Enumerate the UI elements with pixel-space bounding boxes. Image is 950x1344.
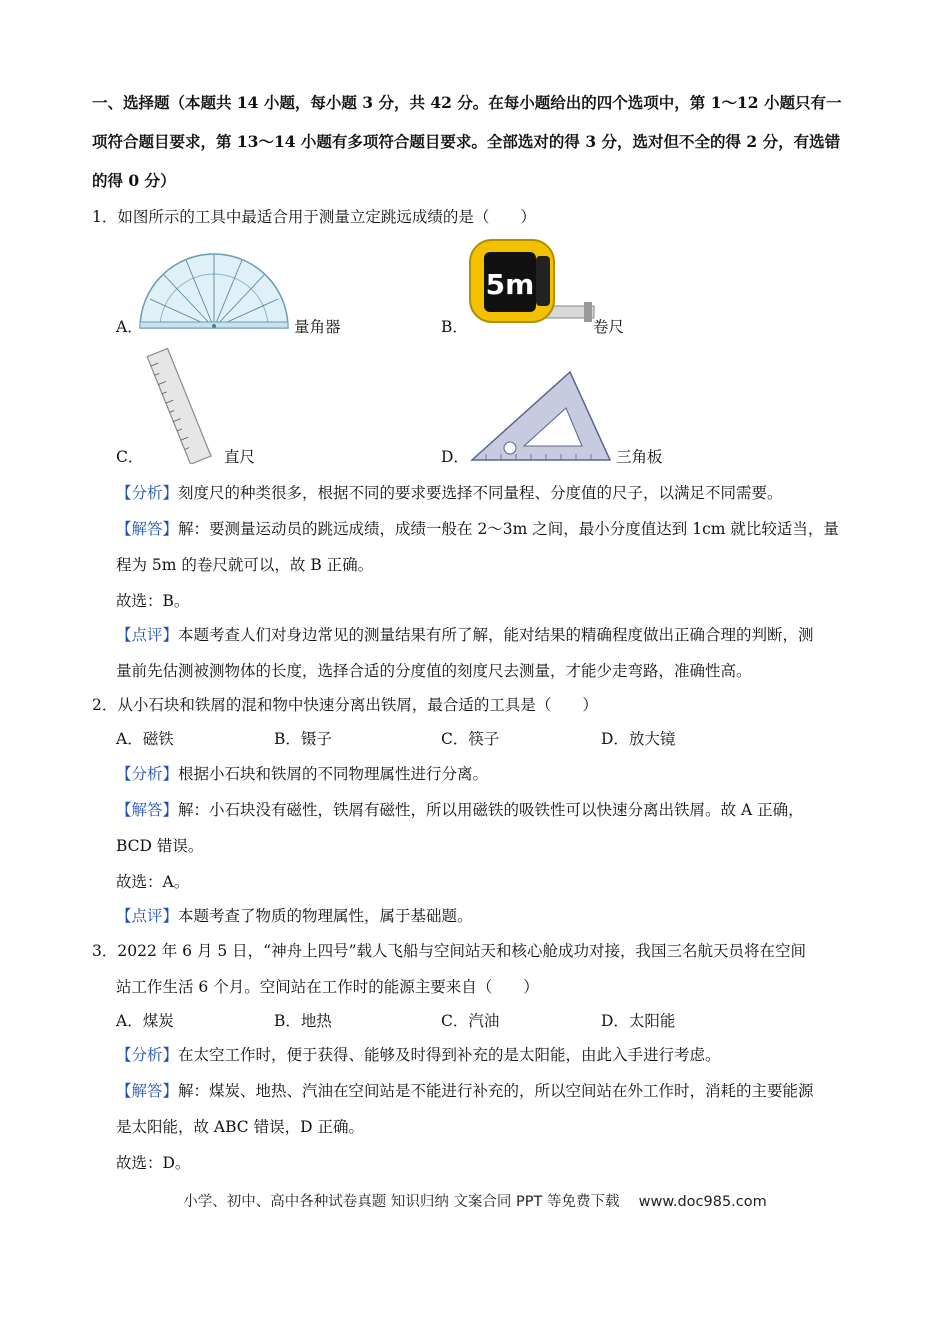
q1-analysis-tag: 【分析】 [116,484,179,502]
q3-option-b: B．地热 [274,1012,332,1030]
q2-option-a: A．磁铁 [116,730,174,748]
q3-analysis [116,1044,721,1066]
q1-option-d-letter: D． [441,448,469,466]
q1-answer-tag: 【解答】 [116,520,179,538]
question-3-stem-2: 站工作生活 6 个月。空间站在工作时的能源主要来自（ ） [116,978,539,996]
q1-option-b-letter: B． [441,318,468,336]
q3-answer-text-2: 是太阳能，故 ABC 错误，D 正确。 [116,1118,364,1136]
q1-option-c-label: 直尺 [224,448,256,466]
q1-option-d-label: 三角板 [616,448,663,466]
q1-answer-text-2: 程为 5m 的卷尺就可以，故 B 正确。 [116,556,374,574]
section-header-line-1: 一、选择题（本题共 14 小题，每小题 3 分，共 42 分。在每小题给出的四个选项中，第 1～12 小题只有一 [92,93,842,112]
section-header-line-2: 项符合题目要求，第 13～14 小题有多项符合题目要求。全部选对的得 3 分，选对但不全的得 2 分，有选错 [92,132,841,151]
q2-analysis [116,763,488,785]
question-1-stem: 1．如图所示的工具中最适合用于测量立定跳远成绩的是（ ） [92,208,536,226]
q2-answer-text-2: BCD 错误。 [116,837,204,855]
q3-option-c: C．汽油 [441,1012,500,1030]
tape-measure-image [466,236,598,332]
q2-analysis-text: 根据小石块和铁屑的不同物理属性进行分离。 [178,765,489,783]
q3-choice: 故选：D。 [116,1154,191,1172]
q2-comment-text: 本题考查了物质的物理属性，属于基础题。 [178,907,473,925]
q3-analysis-tag: 【分析】 [116,1046,179,1064]
q2-option-c: C．筷子 [441,730,500,748]
q3-analysis-text: 在太空工作时，便于获得、能够及时得到补充的是太阳能，由此入手进行考虑。 [178,1046,721,1064]
q1-answer-text-1: 解：要测量运动员的跳远成绩，成绩一般在 2～3m 之间，最小分度值达到 1cm 就比较适当，量 [178,520,839,538]
q2-choice: 故选：A。 [116,873,190,891]
page-footer: 小学、初中、高中各种试卷真题 知识归纳 文案合同 PPT 等免费下载 www.doc985.com [183,1194,767,1210]
q2-comment-tag: 【点评】 [116,907,179,925]
q3-answer-text-1: 解：煤炭、地热、汽油在空间站是不能进行补充的，所以空间站在外工作时，消耗的主要能源 [178,1082,814,1100]
q3-option-d: D．太阳能 [601,1012,676,1030]
q1-choice: 故选：B。 [116,592,190,610]
set-square-image [466,368,616,464]
q1-option-b-label: 卷尺 [593,318,625,336]
q3-option-a: A．煤炭 [116,1012,174,1030]
q3-answer-tag: 【解答】 [116,1082,179,1100]
q2-answer [116,799,804,821]
question-2-stem: 2．从小石块和铁屑的混和物中快速分离出铁屑，最合适的工具是（ ） [92,696,598,714]
protractor-image [138,252,290,332]
q1-comment [116,624,814,646]
q1-option-a-label: 量角器 [294,318,341,336]
section-header-line-3: 的得 0 分） [92,171,176,190]
q1-comment-text-2: 量前先估测被测物体的长度，选择合适的分度值的刻度尺去测量，才能少走弯路，准确性高。 [116,662,752,680]
q2-analysis-tag: 【分析】 [116,765,179,783]
q2-option-b: B．镊子 [274,730,332,748]
q1-option-a-letter: A． [116,318,143,336]
q1-option-c-letter: C． [116,448,144,466]
q2-option-d: D．放大镜 [601,730,676,748]
q2-comment [116,905,473,927]
q1-comment-tag: 【点评】 [116,626,179,644]
tape-measure-marking: 5m [485,268,535,301]
q1-answer [116,518,839,540]
q2-answer-tag: 【解答】 [116,801,179,819]
q2-answer-text-1: 解：小石块没有磁性，铁屑有磁性，所以用磁铁的吸铁性可以快速分离出铁屑。故 A 正确， [178,801,804,819]
question-3-stem-1: 3．2022 年 6 月 5 日，“神舟上四号”载人飞船与空间站天和核心舱成功对接，我国三名航天员将在空间 [92,942,807,960]
q1-analysis-text: 刻度尺的种类很多，根据不同的要求要选择不同量程、分度值的尺子，以满足不同需要。 [178,484,783,502]
q3-answer [116,1080,814,1102]
q1-comment-text-1: 本题考查人们对身边常见的测量结果有所了解，能对结果的精确程度做出正确合理的判断，测 [178,626,814,644]
ruler-image [140,348,222,464]
q1-analysis [116,482,783,504]
